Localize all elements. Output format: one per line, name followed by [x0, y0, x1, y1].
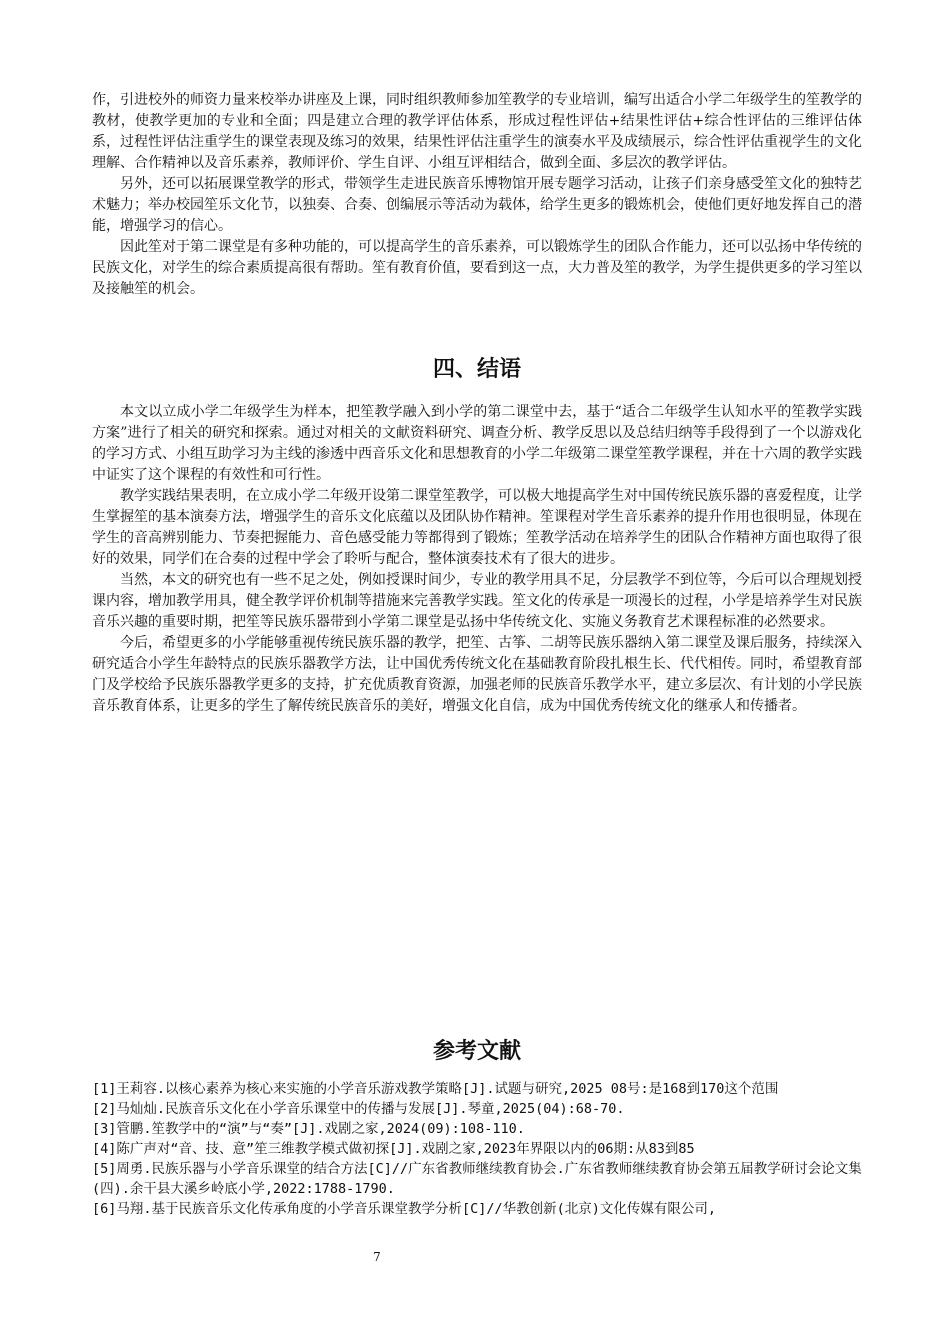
body-paragraph: 当然，本文的研究也有一些不足之处，例如授课时间少，专业的教学用具不足，分层教学不到位等，今后可以合理规划授课内容，增加教学用具，健全教学评价机制等措施来完善教学实践。笙文化的传承是一项漫长的过程，小学是培养学生对民族音乐兴趣的重要时期，把笙等民族乐器带到小学第二课堂是弘扬中华传统文化、实施义务教育艺术课程标准的必然要求。 [92, 572, 862, 630]
conclusion-heading: 四、结语 [432, 357, 521, 382]
references-heading: 参考文献 [432, 1039, 521, 1064]
page-number: 7 [373, 1250, 381, 1264]
body-paragraph: 教学实践结果表明，在立成小学二年级开设第二课堂笙教学，可以极大地提高学生对中国传统民族乐器的喜爱程度，让学生掌握笙的基本演奏方法，增强学生的音乐文化底蕴以及团队协作精神。笙课程对学生音乐素养的提升作用也很明显，体现在学生的音高辨别能力、节奏把握能力、音色感受能力等都得到了锻炼；笙教学活动在培养学生的团队合作精神方面也取得了很好的效果，同学们在合奏的过程中学会了聆听与配合，整体演奏技术有了很大的进步。 [92, 488, 862, 567]
body-paragraph: 本文以立成小学二年级学生为样本，把笙教学融入到小学的第二课堂中去，基于“适合二年级学生认知水平的笙教学实践方案”进行了相关的研究和探索。通过对相关的文献资料研究、调查分析、教学反思以及总结归纳等手段得到了一个以游戏化的学习方式、小组互助学习为主线的渗透中西音乐文化和思想教育的小学二年级第二课堂笙教学课程，并在十六周的教学实践中证实了这个课程的有效性和可行性。 [92, 404, 862, 483]
reference-list [92, 1079, 862, 1219]
conclusion-body [92, 402, 862, 717]
section-top-body [92, 90, 862, 300]
reference-item: [1]王莉容.以核心素养为核心来实施的小学音乐游戏教学策略[J].试题与研究,2025 08号:是168到170这个范围 [92, 1081, 779, 1097]
reference-item: [2]马灿灿.民族音乐文化在小学音乐课堂中的传播与发展[J].琴童,2025(04):68-70. [92, 1101, 625, 1117]
body-paragraph: 因此笙对于第二课堂是有多种功能的，可以提高学生的音乐素养，可以锻炼学生的团队合作能力，还可以弘扬中华传统的民族文化，对学生的综合素质提高很有帮助。笙有教育价值，要看到这一点，大力普及笙的教学，为学生提供更多的学习笙以及接触笙的机会。 [92, 239, 862, 297]
body-paragraph: 今后，希望更多的小学能够重视传统民族乐器的教学，把笙、古筝、二胡等民族乐器纳入第二课堂及课后服务，持续深入研究适合小学生年龄特点的民族乐器教学方法，让中国优秀传统文化在基础教育阶段扎根生长、代代相传。同时，希望教育部门及学校给予民族乐器教学更多的支持，扩充优质教育资源，加强老师的民族音乐教学水平，建立多层次、有计划的小学民族音乐教育体系，让更多的学生了解传统民族音乐的美好，增强文化自信，成为中国优秀传统文化的继承人和传播者。 [92, 635, 862, 714]
body-paragraph: 另外，还可以拓展课堂教学的形式，带领学生走进民族音乐博物馆开展专题学习活动，让孩子们亲身感受笙文化的独特艺术魅力；举办校园笙乐文化节，以独奏、合奏、创编展示等活动为载体，给学生更多的锻炼机会，使他们更好地发挥自己的潜能，增强学习的信心。 [92, 176, 862, 234]
reference-item: [5]周勇.民族乐器与小学音乐课堂的结合方法[C]//广东省教师继续教育协会.广东省教师继续教育协会第五届教学研讨会论文集(四).余干县大溪乡岭底小学,2022:1788-1790. [92, 1161, 862, 1197]
body-paragraph: 作，引进校外的师资力量来校举办讲座及上课，同时组织教师参加笙教学的专业培训，编写出适合小学二年级学生的笙教学的教材，使教学更加的专业和全面；四是建立合理的教学评估体系，形成过程性评估+结果性评估+综合性评估的三维评估体系，过程性评估注重学生的课堂表现及练习的效果，结果性评估注重学生的演奏水平及成绩展示，综合性评估重视学生的文化理解、合作精神以及音乐素养，教师评价、学生自评、小组互评相结合，做到全面、多层次的教学评估。 [92, 92, 862, 171]
reference-item: [3]管鹏.笙教学中的“演”与“奏”[J].戏剧之家,2024(09):108-110. [92, 1121, 525, 1137]
reference-item: [6]马翔.基于民族音乐文化传承角度的小学音乐课堂教学分析[C]//华教创新(北京)文化传媒有限公司, [92, 1201, 717, 1217]
reference-item: [4]陈广声对“音、技、意”笙三维教学模式做初探[J].戏剧之家,2023年界限以内的06期:从83到85 [92, 1141, 695, 1157]
